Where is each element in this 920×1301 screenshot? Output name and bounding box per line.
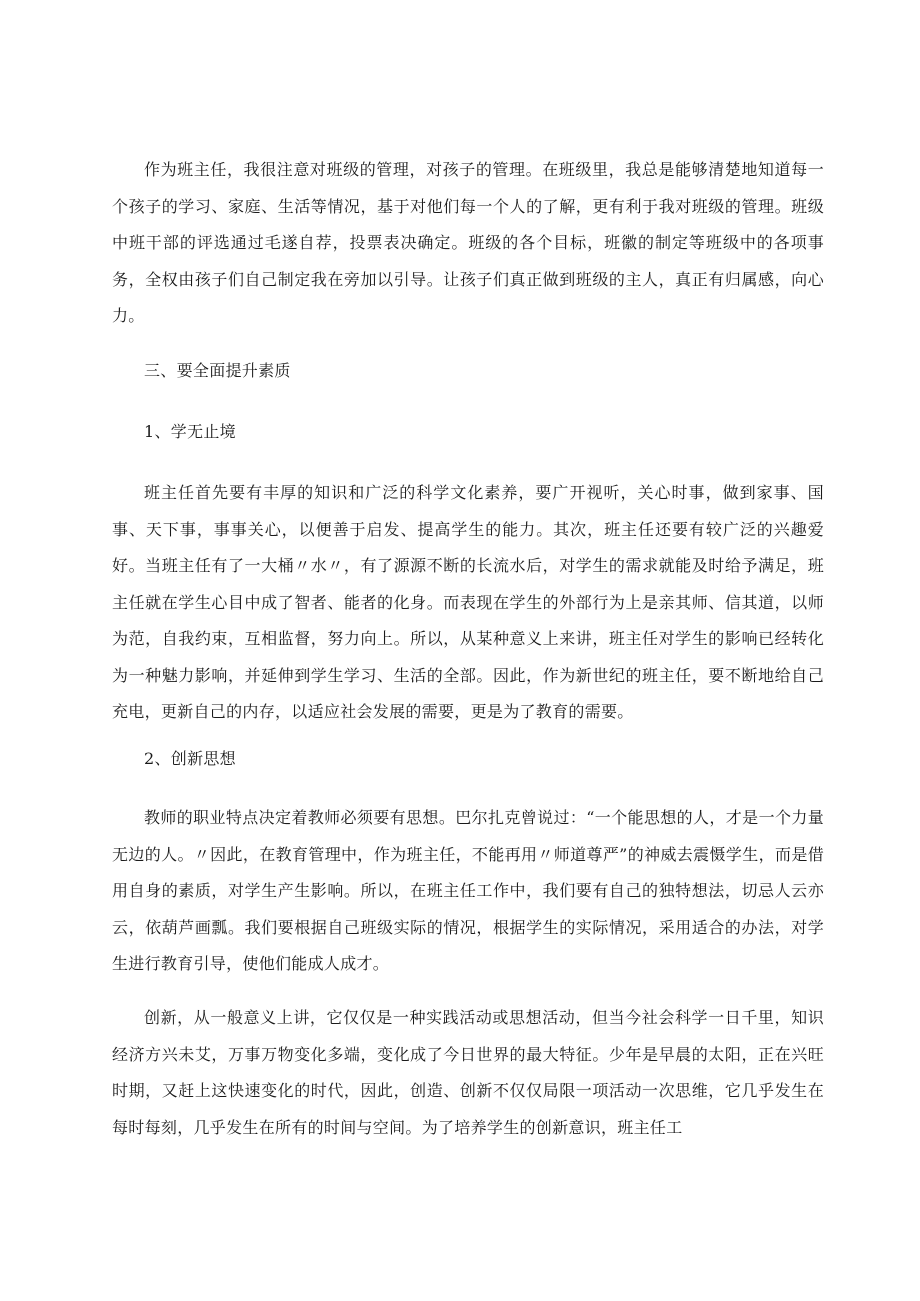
paragraph-class-management: 作为班主任，我很注意对班级的管理，对孩子的管理。在班级里，我总是能够清楚地知道每一个孩子的学习、家庭、生活等情况，基于对他们每一个人的了解，更有利于我对班级的管理。班级中班干部的评选通过毛遂自荐，投票表决确定。班级的各个目标，班徽的制定等班级中的各项事务，全权由孩子们自己制定我在旁加以引导。让孩子们真正做到班级的主人，真正有归属感，向心力。 [112,160,824,325]
paragraph-innovation: 创新，从一般意义上讲，它仅仅是一种实践活动或思想活动，但当今社会科学一日千里，知识经济方兴未艾，万事万物变化多端，变化成了今日世界的最大特征。少年是早晨的太阳，正在兴旺时期，又赶上这快速变化的时代，因此，创造、创新不仅仅局限一项活动一次思维，它几乎发生在每时每刻，几乎发生在所有的时间与空间。为了培养学生的创新意识，班主任工 [112,1008,824,1137]
paragraph-teacher-thought: 教师的职业特点决定着教师必须要有思想。巴尔扎克曾说过：“一个能思想的人，才是一个力量无边的人。〃因此，在教育管理中，作为班主任，不能再用〃师道尊严”的神威去震慑学生，而是借用自身的素质，对学生产生影响。所以，在班主任工作中，我们要有自己的独特想法，切忌人云亦云，依葫芦画瓢。我们要根据自己班级实际的情况，根据学生的实际情况，采用适合的办法，对学生进行教育引导，使他们能成人成才。 [112,808,824,973]
paragraph-knowledge-literacy: 班主任首先要有丰厚的知识和广泛的科学文化素养，要广开视听，关心时事，做到家事、国事、天下事，事事关心，以便善于启发、提高学生的能力。其次，班主任还要有较广泛的兴趣爱好。当班主任有了一大桶〃水〃，有了源源不断的长流水后，对学生的需求就能及时给予满足，班主任就在学生心目中成了智者、能者的化身。而表现在学生的外部行为上是亲其师、信其道，以师为范，自我约束，互相监督，努力向上。所以，从某种意义上来讲，班主任对学生的影响已经转化为一种魅力影响，并延伸到学生学习、生活的全部。因此，作为新世纪的班主任，要不断地给自己充电，更新自己的内存，以适应社会发展的需要，更是为了教育的需要。 [112,483,824,721]
subheading-endless-learning: 1、学无止境 [144,422,236,441]
subheading-innovative-thinking: 2、创新思想 [144,749,236,768]
section-heading-improve-quality: 三、要全面提升素质 [144,361,291,380]
